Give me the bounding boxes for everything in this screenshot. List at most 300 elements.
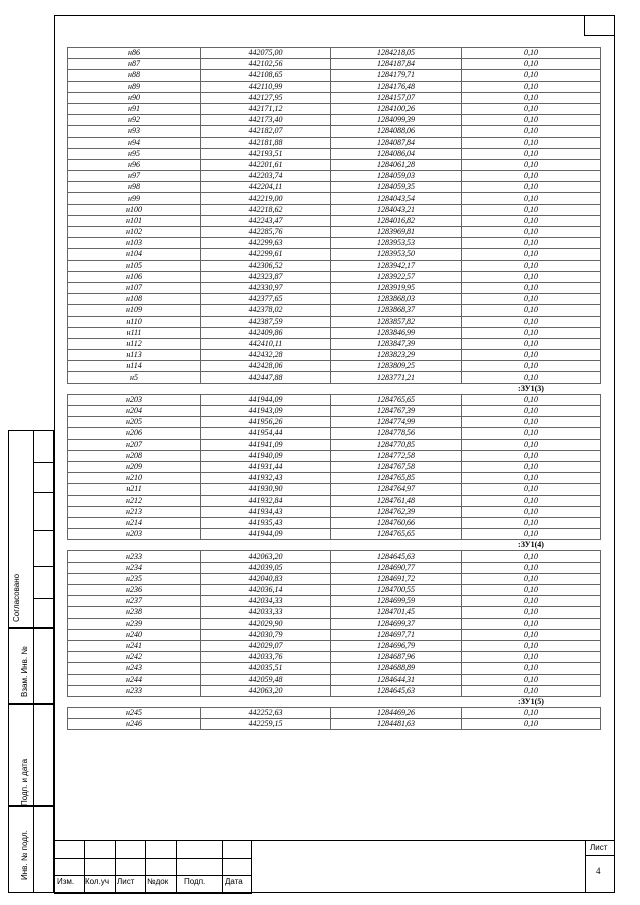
y-coordinate-cell: 1284765,65 bbox=[331, 394, 462, 405]
x-coordinate-cell: 442033,33 bbox=[201, 607, 331, 618]
point-name-cell: н205 bbox=[68, 417, 201, 428]
accuracy-cell: 0,10 bbox=[462, 685, 601, 696]
table-row bbox=[68, 406, 601, 417]
y-coordinate-cell: 1284699,37 bbox=[331, 618, 462, 629]
point-name-cell: н209 bbox=[68, 461, 201, 472]
point-name-cell: н107 bbox=[68, 282, 201, 293]
y-coordinate-cell: 1283942,17 bbox=[331, 260, 462, 271]
table-row bbox=[68, 148, 601, 159]
point-name-cell: н210 bbox=[68, 473, 201, 484]
x-coordinate-cell: 442330,97 bbox=[201, 282, 331, 293]
side-line bbox=[34, 530, 54, 531]
stamp-cell bbox=[54, 841, 85, 894]
accuracy-cell: 0,10 bbox=[462, 629, 601, 640]
accuracy-cell: 0,10 bbox=[462, 193, 601, 204]
accuracy-cell: 0,10 bbox=[462, 115, 601, 126]
accuracy-cell: 0,10 bbox=[462, 171, 601, 182]
table-row bbox=[68, 260, 601, 271]
sheet-label: Лист bbox=[590, 843, 608, 852]
y-coordinate-cell: 1284696,79 bbox=[331, 640, 462, 651]
table-row bbox=[68, 719, 601, 730]
table-row bbox=[68, 305, 601, 316]
point-name-cell: н235 bbox=[68, 573, 201, 584]
table-row bbox=[68, 428, 601, 439]
x-coordinate-cell: 442285,76 bbox=[201, 227, 331, 238]
x-coordinate-cell: 442102,56 bbox=[201, 59, 331, 70]
coordinates-table-body bbox=[68, 48, 601, 730]
point-name-cell: н112 bbox=[68, 338, 201, 349]
stamp-header-qty: Кол.уч bbox=[85, 877, 109, 886]
point-name-cell: н93 bbox=[68, 126, 201, 137]
accuracy-cell: 0,10 bbox=[462, 517, 601, 528]
table-row bbox=[68, 562, 601, 573]
stamp-cell bbox=[116, 841, 146, 894]
table-row bbox=[68, 663, 601, 674]
accuracy-cell: 0,10 bbox=[462, 159, 601, 170]
side-line bbox=[34, 598, 54, 599]
point-name-cell: н113 bbox=[68, 350, 201, 361]
y-coordinate-cell: 1284059,03 bbox=[331, 171, 462, 182]
accuracy-cell: 0,10 bbox=[462, 495, 601, 506]
title-block bbox=[54, 840, 615, 893]
y-coordinate-cell: 1283809,25 bbox=[331, 361, 462, 372]
section-row bbox=[68, 540, 601, 551]
y-coordinate-cell: 1284767,39 bbox=[331, 406, 462, 417]
section-blank-cell bbox=[331, 383, 462, 394]
point-name-cell: н234 bbox=[68, 562, 201, 573]
y-coordinate-cell: 1284644,31 bbox=[331, 674, 462, 685]
table-row bbox=[68, 618, 601, 629]
x-coordinate-cell: 441956,26 bbox=[201, 417, 331, 428]
table-row bbox=[68, 573, 601, 584]
y-coordinate-cell: 1283847,39 bbox=[331, 338, 462, 349]
point-name-cell: н110 bbox=[68, 316, 201, 327]
accuracy-cell: 0,10 bbox=[462, 327, 601, 338]
point-name-cell: н101 bbox=[68, 215, 201, 226]
x-coordinate-cell: 442378,02 bbox=[201, 305, 331, 316]
x-coordinate-cell: 441932,43 bbox=[201, 473, 331, 484]
y-coordinate-cell: 1284762,39 bbox=[331, 506, 462, 517]
y-coordinate-cell: 1284218,05 bbox=[331, 48, 462, 59]
accuracy-cell: 0,10 bbox=[462, 674, 601, 685]
y-coordinate-cell: 1284770,85 bbox=[331, 439, 462, 450]
table-row bbox=[68, 708, 601, 719]
coordinates-table bbox=[67, 47, 601, 730]
accuracy-cell: 0,10 bbox=[462, 103, 601, 114]
stamp-cell bbox=[177, 841, 223, 894]
point-name-cell: н246 bbox=[68, 719, 201, 730]
point-name-cell: н206 bbox=[68, 428, 201, 439]
y-coordinate-cell: 1284176,48 bbox=[331, 81, 462, 92]
x-coordinate-cell: 442173,40 bbox=[201, 115, 331, 126]
point-name-cell: н208 bbox=[68, 450, 201, 461]
accuracy-cell: 0,10 bbox=[462, 640, 601, 651]
y-coordinate-cell: 1284043,54 bbox=[331, 193, 462, 204]
section-label: :ЗУ1(3) bbox=[462, 383, 601, 394]
x-coordinate-cell: 442029,07 bbox=[201, 640, 331, 651]
y-coordinate-cell: 1284778,56 bbox=[331, 428, 462, 439]
y-coordinate-cell: 1284774,99 bbox=[331, 417, 462, 428]
point-name-cell: н98 bbox=[68, 182, 201, 193]
table-row bbox=[68, 159, 601, 170]
x-coordinate-cell: 442029,90 bbox=[201, 618, 331, 629]
y-coordinate-cell: 1284699,59 bbox=[331, 596, 462, 607]
point-name-cell: н100 bbox=[68, 204, 201, 215]
y-coordinate-cell: 1283953,53 bbox=[331, 238, 462, 249]
sheet-box-line bbox=[585, 855, 615, 856]
table-row bbox=[68, 350, 601, 361]
side-line bbox=[34, 492, 54, 493]
y-coordinate-cell: 1283823,29 bbox=[331, 350, 462, 361]
y-coordinate-cell: 1284088,06 bbox=[331, 126, 462, 137]
accuracy-cell: 0,10 bbox=[462, 506, 601, 517]
stamp-row-line bbox=[54, 858, 252, 859]
x-coordinate-cell: 442193,51 bbox=[201, 148, 331, 159]
x-coordinate-cell: 442204,11 bbox=[201, 182, 331, 193]
accuracy-cell: 0,10 bbox=[462, 551, 601, 562]
y-coordinate-cell: 1284701,45 bbox=[331, 607, 462, 618]
frame-corner-tab bbox=[584, 15, 615, 36]
x-coordinate-cell: 441934,43 bbox=[201, 506, 331, 517]
section-label: :ЗУ1(5) bbox=[462, 696, 601, 707]
accuracy-cell: 0,10 bbox=[462, 350, 601, 361]
accuracy-cell: 0,10 bbox=[462, 439, 601, 450]
stamp-header-sign: Подп. bbox=[184, 877, 206, 886]
x-coordinate-cell: 442075,00 bbox=[201, 48, 331, 59]
point-name-cell: н87 bbox=[68, 59, 201, 70]
accuracy-cell: 0,10 bbox=[462, 618, 601, 629]
table-row bbox=[68, 249, 601, 260]
y-coordinate-cell: 1284061,28 bbox=[331, 159, 462, 170]
point-name-cell: н94 bbox=[68, 137, 201, 148]
table-row bbox=[68, 685, 601, 696]
accuracy-cell: 0,10 bbox=[462, 529, 601, 540]
table-row bbox=[68, 506, 601, 517]
y-coordinate-cell: 1284016,82 bbox=[331, 215, 462, 226]
table-row bbox=[68, 215, 601, 226]
point-name-cell: н212 bbox=[68, 495, 201, 506]
accuracy-cell: 0,10 bbox=[462, 316, 601, 327]
point-name-cell: н204 bbox=[68, 406, 201, 417]
accuracy-cell: 0,10 bbox=[462, 59, 601, 70]
table-row bbox=[68, 372, 601, 383]
table-row bbox=[68, 193, 601, 204]
table-row bbox=[68, 294, 601, 305]
point-name-cell: н108 bbox=[68, 294, 201, 305]
table-row bbox=[68, 316, 601, 327]
accuracy-cell: 0,10 bbox=[462, 126, 601, 137]
x-coordinate-cell: 442259,15 bbox=[201, 719, 331, 730]
table-row bbox=[68, 674, 601, 685]
sheet-number: 4 bbox=[596, 866, 601, 876]
point-name-cell: н99 bbox=[68, 193, 201, 204]
section-label: :ЗУ1(4) bbox=[462, 540, 601, 551]
table-row bbox=[68, 182, 601, 193]
accuracy-cell: 0,10 bbox=[462, 361, 601, 372]
stamp-header-change: Изм. bbox=[57, 877, 75, 886]
point-name-cell: н97 bbox=[68, 171, 201, 182]
point-name-cell: н243 bbox=[68, 663, 201, 674]
accuracy-cell: 0,10 bbox=[462, 652, 601, 663]
y-coordinate-cell: 1283953,50 bbox=[331, 249, 462, 260]
point-name-cell: н86 bbox=[68, 48, 201, 59]
accuracy-cell: 0,10 bbox=[462, 238, 601, 249]
x-coordinate-cell: 442409,86 bbox=[201, 327, 331, 338]
accuracy-cell: 0,10 bbox=[462, 708, 601, 719]
y-coordinate-cell: 1283771,21 bbox=[331, 372, 462, 383]
stamp-cell bbox=[223, 841, 252, 894]
side-label-agreed: Согласовано bbox=[12, 573, 21, 622]
table-row bbox=[68, 417, 601, 428]
section-row bbox=[68, 383, 601, 394]
accuracy-cell: 0,10 bbox=[462, 282, 601, 293]
accuracy-cell: 0,10 bbox=[462, 215, 601, 226]
x-coordinate-cell: 442243,47 bbox=[201, 215, 331, 226]
y-coordinate-cell: 1284645,63 bbox=[331, 685, 462, 696]
point-name-cell: н106 bbox=[68, 271, 201, 282]
accuracy-cell: 0,10 bbox=[462, 204, 601, 215]
x-coordinate-cell: 441943,09 bbox=[201, 406, 331, 417]
point-name-cell: н88 bbox=[68, 70, 201, 81]
accuracy-cell: 0,10 bbox=[462, 338, 601, 349]
table-row bbox=[68, 439, 601, 450]
x-coordinate-cell: 441930,90 bbox=[201, 484, 331, 495]
y-coordinate-cell: 1284157,07 bbox=[331, 92, 462, 103]
section-blank-cell bbox=[68, 383, 201, 394]
x-coordinate-cell: 442387,59 bbox=[201, 316, 331, 327]
y-coordinate-cell: 1283868,37 bbox=[331, 305, 462, 316]
x-coordinate-cell: 441944,09 bbox=[201, 529, 331, 540]
table-row bbox=[68, 495, 601, 506]
x-coordinate-cell: 442063,20 bbox=[201, 685, 331, 696]
point-name-cell: н114 bbox=[68, 361, 201, 372]
x-coordinate-cell: 442299,61 bbox=[201, 249, 331, 260]
accuracy-cell: 0,10 bbox=[462, 428, 601, 439]
y-coordinate-cell: 1283969,81 bbox=[331, 227, 462, 238]
y-coordinate-cell: 1284469,26 bbox=[331, 708, 462, 719]
x-coordinate-cell: 441940,09 bbox=[201, 450, 331, 461]
table-row bbox=[68, 361, 601, 372]
table-row bbox=[68, 450, 601, 461]
side-label-sign-date: Подп. и дата bbox=[20, 758, 29, 806]
x-coordinate-cell: 442171,12 bbox=[201, 103, 331, 114]
accuracy-cell: 0,10 bbox=[462, 663, 601, 674]
y-coordinate-cell: 1284687,96 bbox=[331, 652, 462, 663]
y-coordinate-cell: 1283922,57 bbox=[331, 271, 462, 282]
y-coordinate-cell: 1284697,71 bbox=[331, 629, 462, 640]
x-coordinate-cell: 442410,11 bbox=[201, 338, 331, 349]
table-row bbox=[68, 607, 601, 618]
x-coordinate-cell: 442201,61 bbox=[201, 159, 331, 170]
point-name-cell: н244 bbox=[68, 674, 201, 685]
section-blank-cell bbox=[331, 696, 462, 707]
accuracy-cell: 0,10 bbox=[462, 92, 601, 103]
side-line bbox=[34, 566, 54, 567]
accuracy-cell: 0,10 bbox=[462, 48, 601, 59]
table-row bbox=[68, 238, 601, 249]
point-name-cell: н96 bbox=[68, 159, 201, 170]
side-label-inv-replaced: Взам. Инв. № bbox=[20, 646, 29, 697]
table-row bbox=[68, 394, 601, 405]
table-row bbox=[68, 484, 601, 495]
section-blank-cell bbox=[68, 696, 201, 707]
point-name-cell: н214 bbox=[68, 517, 201, 528]
point-name-cell: н109 bbox=[68, 305, 201, 316]
table-row bbox=[68, 227, 601, 238]
point-name-cell: н237 bbox=[68, 596, 201, 607]
x-coordinate-cell: 442063,20 bbox=[201, 551, 331, 562]
accuracy-cell: 0,10 bbox=[462, 562, 601, 573]
x-coordinate-cell: 442030,79 bbox=[201, 629, 331, 640]
stamp-cell bbox=[146, 841, 177, 894]
accuracy-cell: 0,10 bbox=[462, 596, 601, 607]
x-coordinate-cell: 442039,05 bbox=[201, 562, 331, 573]
accuracy-cell: 0,10 bbox=[462, 182, 601, 193]
table-row bbox=[68, 517, 601, 528]
table-row bbox=[68, 70, 601, 81]
point-name-cell: н105 bbox=[68, 260, 201, 271]
x-coordinate-cell: 442040,83 bbox=[201, 573, 331, 584]
stamp-header-doc: №док bbox=[147, 877, 169, 886]
x-coordinate-cell: 441944,09 bbox=[201, 394, 331, 405]
y-coordinate-cell: 1284764,97 bbox=[331, 484, 462, 495]
y-coordinate-cell: 1283846,99 bbox=[331, 327, 462, 338]
x-coordinate-cell: 441935,43 bbox=[201, 517, 331, 528]
accuracy-cell: 0,10 bbox=[462, 271, 601, 282]
x-coordinate-cell: 442036,14 bbox=[201, 585, 331, 596]
point-name-cell: н233 bbox=[68, 685, 201, 696]
point-name-cell: н240 bbox=[68, 629, 201, 640]
y-coordinate-cell: 1284700,55 bbox=[331, 585, 462, 596]
accuracy-cell: 0,10 bbox=[462, 585, 601, 596]
x-coordinate-cell: 442127,95 bbox=[201, 92, 331, 103]
accuracy-cell: 0,10 bbox=[462, 294, 601, 305]
table-row bbox=[68, 81, 601, 92]
y-coordinate-cell: 1284100,26 bbox=[331, 103, 462, 114]
point-name-cell: н5 bbox=[68, 372, 201, 383]
section-blank-cell bbox=[68, 540, 201, 551]
accuracy-cell: 0,10 bbox=[462, 461, 601, 472]
accuracy-cell: 0,10 bbox=[462, 227, 601, 238]
x-coordinate-cell: 442377,65 bbox=[201, 294, 331, 305]
y-coordinate-cell: 1284760,66 bbox=[331, 517, 462, 528]
table-row bbox=[68, 529, 601, 540]
table-row bbox=[68, 48, 601, 59]
x-coordinate-cell: 442299,63 bbox=[201, 238, 331, 249]
y-coordinate-cell: 1284765,85 bbox=[331, 473, 462, 484]
y-coordinate-cell: 1284761,48 bbox=[331, 495, 462, 506]
x-coordinate-cell: 442306,52 bbox=[201, 260, 331, 271]
x-coordinate-cell: 442428,06 bbox=[201, 361, 331, 372]
y-coordinate-cell: 1284690,77 bbox=[331, 562, 462, 573]
x-coordinate-cell: 442447,88 bbox=[201, 372, 331, 383]
table-row bbox=[68, 59, 601, 70]
x-coordinate-cell: 442323,87 bbox=[201, 271, 331, 282]
y-coordinate-cell: 1284086,04 bbox=[331, 148, 462, 159]
table-row bbox=[68, 171, 601, 182]
y-coordinate-cell: 1284043,21 bbox=[331, 204, 462, 215]
table-row bbox=[68, 204, 601, 215]
x-coordinate-cell: 442035,51 bbox=[201, 663, 331, 674]
x-coordinate-cell: 442219,00 bbox=[201, 193, 331, 204]
accuracy-cell: 0,10 bbox=[462, 394, 601, 405]
x-coordinate-cell: 442218,62 bbox=[201, 204, 331, 215]
point-name-cell: н242 bbox=[68, 652, 201, 663]
point-name-cell: н233 bbox=[68, 551, 201, 562]
x-coordinate-cell: 442432,28 bbox=[201, 350, 331, 361]
x-coordinate-cell: 442108,65 bbox=[201, 70, 331, 81]
x-coordinate-cell: 442110,99 bbox=[201, 81, 331, 92]
x-coordinate-cell: 441931,44 bbox=[201, 461, 331, 472]
point-name-cell: н238 bbox=[68, 607, 201, 618]
stamp-row-line bbox=[54, 875, 252, 876]
y-coordinate-cell: 1284087,84 bbox=[331, 137, 462, 148]
accuracy-cell: 0,10 bbox=[462, 81, 601, 92]
stamp-header-sheet: Лист bbox=[117, 877, 135, 886]
point-name-cell: н203 bbox=[68, 529, 201, 540]
table-row bbox=[68, 115, 601, 126]
y-coordinate-cell: 1284765,65 bbox=[331, 529, 462, 540]
point-name-cell: н239 bbox=[68, 618, 201, 629]
accuracy-cell: 0,10 bbox=[462, 607, 601, 618]
table-row bbox=[68, 473, 601, 484]
x-coordinate-cell: 442203,74 bbox=[201, 171, 331, 182]
accuracy-cell: 0,10 bbox=[462, 417, 601, 428]
table-row bbox=[68, 640, 601, 651]
point-name-cell: н207 bbox=[68, 439, 201, 450]
y-coordinate-cell: 1284767,58 bbox=[331, 461, 462, 472]
table-row bbox=[68, 629, 601, 640]
table-row bbox=[68, 585, 601, 596]
table-row bbox=[68, 137, 601, 148]
accuracy-cell: 0,10 bbox=[462, 573, 601, 584]
accuracy-cell: 0,10 bbox=[462, 406, 601, 417]
accuracy-cell: 0,10 bbox=[462, 249, 601, 260]
section-blank-cell bbox=[201, 383, 331, 394]
x-coordinate-cell: 442181,88 bbox=[201, 137, 331, 148]
table-row bbox=[68, 92, 601, 103]
y-coordinate-cell: 1283919,95 bbox=[331, 282, 462, 293]
x-coordinate-cell: 442182,07 bbox=[201, 126, 331, 137]
y-coordinate-cell: 1284187,84 bbox=[331, 59, 462, 70]
table-row bbox=[68, 103, 601, 114]
point-name-cell: н104 bbox=[68, 249, 201, 260]
point-name-cell: н111 bbox=[68, 327, 201, 338]
point-name-cell: н211 bbox=[68, 484, 201, 495]
accuracy-cell: 0,10 bbox=[462, 70, 601, 81]
point-name-cell: н236 bbox=[68, 585, 201, 596]
table-row bbox=[68, 271, 601, 282]
table-row bbox=[68, 327, 601, 338]
y-coordinate-cell: 1283857,82 bbox=[331, 316, 462, 327]
point-name-cell: н103 bbox=[68, 238, 201, 249]
table-row bbox=[68, 338, 601, 349]
x-coordinate-cell: 442034,33 bbox=[201, 596, 331, 607]
side-line bbox=[34, 462, 54, 463]
table-row bbox=[68, 551, 601, 562]
section-blank-cell bbox=[201, 540, 331, 551]
point-name-cell: н102 bbox=[68, 227, 201, 238]
table-row bbox=[68, 126, 601, 137]
x-coordinate-cell: 441932,84 bbox=[201, 495, 331, 506]
stamp-cell bbox=[85, 841, 116, 894]
y-coordinate-cell: 1284179,71 bbox=[331, 70, 462, 81]
section-row bbox=[68, 696, 601, 707]
x-coordinate-cell: 441954,44 bbox=[201, 428, 331, 439]
x-coordinate-cell: 441941,09 bbox=[201, 439, 331, 450]
y-coordinate-cell: 1283868,03 bbox=[331, 294, 462, 305]
point-name-cell: н245 bbox=[68, 708, 201, 719]
